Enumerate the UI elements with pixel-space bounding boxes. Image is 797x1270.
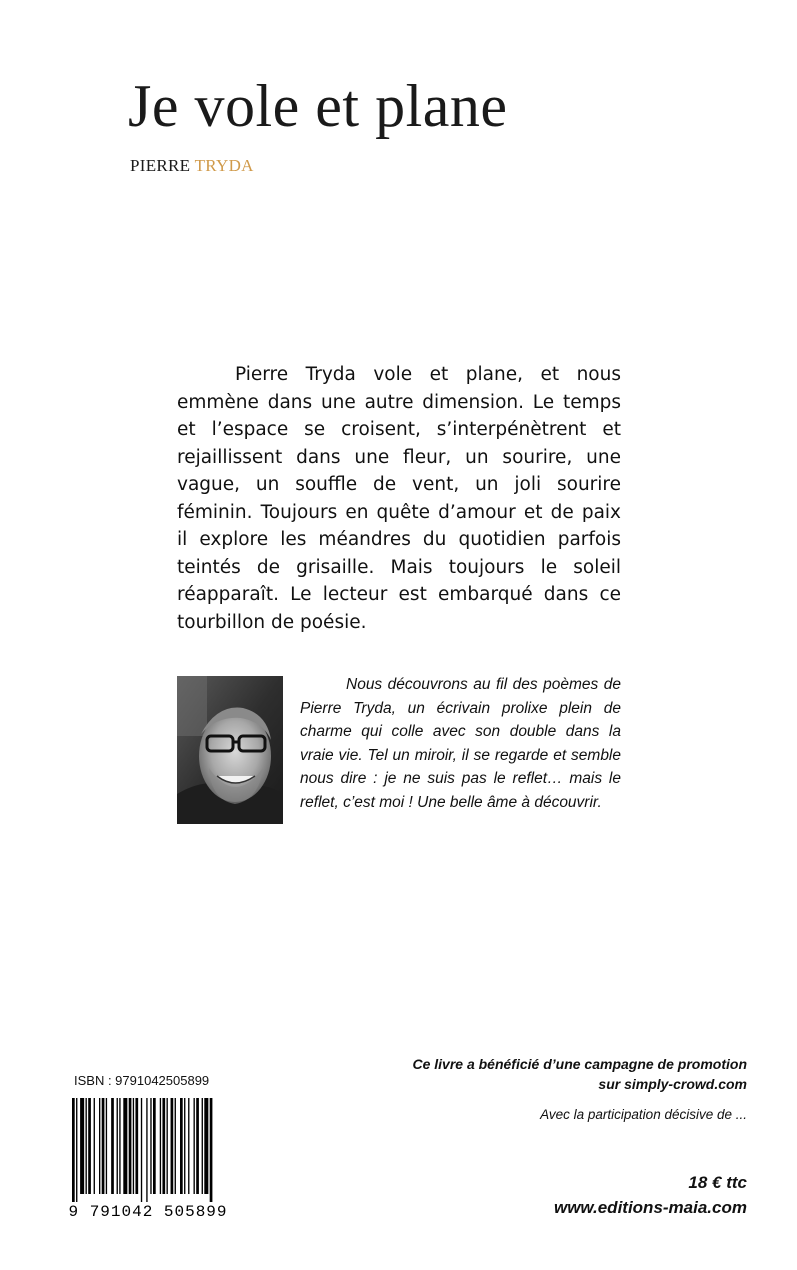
barcode-bar: [175, 1098, 176, 1194]
barcode-bar: [135, 1098, 138, 1194]
barcode-bar: [111, 1098, 114, 1194]
publisher-website: www.editions-maia.com: [553, 1198, 747, 1217]
barcode-bar: [184, 1098, 185, 1194]
promo-notice: [327, 1054, 747, 1094]
barcode-bar: [160, 1098, 161, 1194]
barcode-bar: [188, 1098, 189, 1194]
book-price: 18 € ttc: [688, 1173, 747, 1192]
book-blurb: Pierre Tryda vole et plane, et nous emmène dans une autre dimension. Le temps et l’espace se croisent, s’interpénètrent et rejaillissent dans une fleur, un sourire, une vague, un souffle de vent, un joli sourire féminin. Toujours en quête d’amour et de paix il explore les méandres du quotidien parfois teintés de grisaille. Mais toujours le soleil réapparaît. Le lecteur est embarqué dans ce tourbillon de poésie.: [177, 364, 621, 633]
isbn-barcode: [64, 1094, 232, 1220]
promo-line-1: Ce livre a bénéficié d’une campagne de promotion: [412, 1056, 747, 1072]
isbn-barcode-digits: 9 791042 505899: [68, 1203, 228, 1220]
barcode-bar: [99, 1098, 100, 1194]
barcode-bar: [141, 1098, 142, 1202]
author-last-name: TRYDA: [194, 156, 254, 175]
author-photo: [177, 676, 283, 824]
barcode-bar: [129, 1098, 132, 1194]
promo-line-2: sur simply-crowd.com: [598, 1076, 747, 1092]
barcode-bar: [86, 1098, 87, 1194]
barcode-bar: [119, 1098, 120, 1194]
barcode-bar: [80, 1098, 84, 1194]
author-bio: Nous découvrons au fil des poèmes de Pierre Tryda, un écrivain prolixe plein de charme qui colle avec son double dans la vraie vie. Tel un miroir, il se regarde et semble nous dire : je ne suis pas le reflet… mais le reflet, c’est moi ! Une belle âme à découvrir.: [300, 676, 621, 811]
barcode-bar: [88, 1098, 91, 1194]
author-first-name: PIERRE: [130, 156, 195, 175]
barcode-bar: [171, 1098, 174, 1194]
book-title: Je vole et plane: [128, 73, 508, 139]
barcode-bar: [162, 1098, 165, 1194]
barcode-bar: [106, 1098, 107, 1194]
barcode-bar: [123, 1098, 127, 1194]
barcode-bar: [210, 1098, 213, 1202]
barcode-bar: [117, 1098, 118, 1194]
barcode-bar: [196, 1098, 199, 1194]
participation-note: Avec la participation décisive de ...: [540, 1107, 747, 1122]
barcode-bar: [146, 1098, 147, 1202]
barcode-bar: [76, 1098, 77, 1202]
barcode-bar: [202, 1098, 203, 1194]
barcode-bar: [167, 1098, 168, 1194]
barcode-bar: [72, 1098, 75, 1202]
barcode-bar: [94, 1098, 95, 1194]
barcode-bar: [180, 1098, 183, 1194]
author-name: [130, 155, 254, 177]
barcode-bar: [150, 1098, 151, 1194]
barcode-bar: [204, 1098, 208, 1194]
barcode-bar: [153, 1098, 156, 1194]
barcode-bar: [194, 1098, 195, 1194]
barcode-bar: [133, 1098, 134, 1194]
isbn-label: ISBN : 9791042505899: [74, 1073, 210, 1088]
barcode-bar: [102, 1098, 105, 1194]
